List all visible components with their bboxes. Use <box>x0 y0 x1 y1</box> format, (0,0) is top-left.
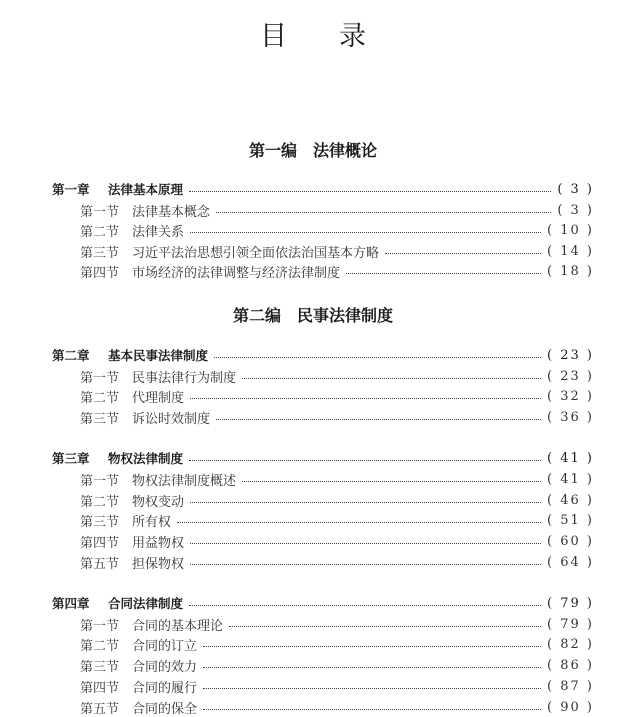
toc-chapter-entry[interactable] <box>52 448 594 468</box>
entry-number: 第三节 <box>80 514 120 530</box>
entry-title: 物权变动 <box>132 494 185 510</box>
toc-section-entry[interactable] <box>80 697 594 717</box>
dot-leader <box>190 564 541 565</box>
entry-number: 第五节 <box>80 701 120 717</box>
entry-number: 第一章 <box>52 182 90 197</box>
page-number: ( 23 ) <box>547 368 594 384</box>
entry-number: 第三节 <box>80 245 120 261</box>
dot-leader <box>216 419 541 420</box>
dot-leader <box>242 378 541 379</box>
page-number: ( 14 ) <box>547 243 594 259</box>
entry-title: 物权法律制度概述 <box>132 473 237 489</box>
dot-leader <box>229 626 541 627</box>
entry-title: 基本民事法律制度 <box>108 348 209 363</box>
entry-title: 合同的效力 <box>132 659 198 675</box>
entry-title: 合同的基本理论 <box>132 618 224 634</box>
entry-number: 第一节 <box>80 473 120 489</box>
toc-section-entry[interactable] <box>80 386 594 406</box>
toc-chapter-entry[interactable] <box>52 593 594 613</box>
toc-section-entry[interactable] <box>80 552 594 572</box>
entry-title: 习近平法治思想引领全面依法治国基本方略 <box>132 245 380 261</box>
entry-title: 法律基本原理 <box>108 182 184 197</box>
entry-title: 市场经济的法律调整与经济法律制度 <box>132 265 341 281</box>
entry-title: 法律关系 <box>132 224 185 240</box>
page-number: ( 51 ) <box>547 512 594 528</box>
page-number: ( 46 ) <box>547 492 594 508</box>
toc-section-entry[interactable] <box>80 676 594 696</box>
entry-title: 合同的履行 <box>132 680 198 696</box>
toc-section-entry[interactable] <box>80 469 594 489</box>
toc-section-entry[interactable] <box>80 366 594 386</box>
toc-chapter-entry[interactable] <box>52 179 594 199</box>
page-number: ( 60 ) <box>547 533 594 549</box>
page-number: ( 87 ) <box>547 678 594 694</box>
toc-section-entry[interactable] <box>80 407 594 427</box>
toc-section-entry[interactable] <box>80 261 594 281</box>
page-number: ( 79 ) <box>547 616 594 632</box>
page-number: ( 64 ) <box>547 554 594 570</box>
toc-chapter-entry[interactable] <box>52 345 594 365</box>
page-number: ( 86 ) <box>547 657 594 673</box>
entry-title: 民事法律行为制度 <box>132 370 237 386</box>
page-number: ( 32 ) <box>547 388 594 404</box>
dot-leader <box>214 357 541 358</box>
dot-leader <box>203 688 541 689</box>
toc-section-entry[interactable] <box>80 200 594 220</box>
part-heading: 第二编 民事法律制度 <box>232 306 393 325</box>
dot-leader <box>189 605 541 606</box>
dot-leader <box>190 398 541 399</box>
toc-section-entry[interactable] <box>80 510 594 530</box>
entry-title: 所有权 <box>132 514 172 530</box>
toc-section-entry[interactable] <box>80 655 594 675</box>
entry-number: 第三节 <box>80 659 120 675</box>
entry-title: 法律基本概念 <box>132 204 211 220</box>
entry-title: 合同的保全 <box>132 701 198 717</box>
dot-leader <box>346 273 541 274</box>
dot-leader <box>203 646 541 647</box>
entry-number: 第二节 <box>80 638 120 654</box>
dot-leader <box>385 253 541 254</box>
page-number: ( 10 ) <box>547 222 594 238</box>
toc-section-entry[interactable] <box>80 220 594 240</box>
entry-title: 诉讼时效制度 <box>132 411 211 427</box>
page-number: ( 41 ) <box>547 450 594 466</box>
entry-number: 第一节 <box>80 370 120 386</box>
page-number: ( 3 ) <box>557 181 594 197</box>
dot-leader <box>203 667 541 668</box>
entry-number: 第一节 <box>80 618 120 634</box>
dot-leader <box>189 460 541 461</box>
entry-number: 第二节 <box>80 224 120 240</box>
toc-section-entry[interactable] <box>80 531 594 551</box>
page-number: ( 3 ) <box>557 202 594 218</box>
entry-number: 第四节 <box>80 680 120 696</box>
toc-section-entry[interactable] <box>80 241 594 261</box>
page-number: ( 36 ) <box>547 409 594 425</box>
page-number: ( 82 ) <box>547 636 594 652</box>
entry-title: 用益物权 <box>132 535 185 551</box>
page-number: ( 79 ) <box>547 595 594 611</box>
dot-leader <box>190 232 541 233</box>
page-number: ( 23 ) <box>547 347 594 363</box>
dot-leader <box>189 191 551 192</box>
dot-leader <box>190 502 541 503</box>
entry-title: 合同的订立 <box>132 638 198 654</box>
entry-number: 第二节 <box>80 390 120 406</box>
page-number: ( 41 ) <box>547 471 594 487</box>
toc-section-entry[interactable] <box>80 634 594 654</box>
entry-number: 第一节 <box>80 204 120 220</box>
entry-title: 物权法律制度 <box>108 451 184 466</box>
dot-leader <box>177 522 541 523</box>
entry-number: 第三章 <box>52 451 90 466</box>
entry-number: 第二章 <box>52 348 90 363</box>
title-char-2: 录 <box>339 21 366 52</box>
entry-number: 第四节 <box>80 535 120 551</box>
entry-number: 第四节 <box>80 265 120 281</box>
dot-leader <box>203 709 541 710</box>
entry-number: 第三节 <box>80 411 120 427</box>
toc-section-entry[interactable] <box>80 490 594 510</box>
dot-leader <box>190 543 541 544</box>
toc-section-entry[interactable] <box>80 614 594 634</box>
entry-title: 合同法律制度 <box>108 596 184 611</box>
page-number: ( 90 ) <box>547 699 594 715</box>
dot-leader <box>242 481 541 482</box>
title-char-1: 目 <box>260 21 287 52</box>
entry-title: 代理制度 <box>132 390 185 406</box>
dot-leader <box>216 212 551 213</box>
entry-number: 第四章 <box>52 596 90 611</box>
page-title <box>0 14 626 53</box>
part-heading: 第一编 法律概论 <box>248 141 377 160</box>
page-number: ( 18 ) <box>547 263 594 279</box>
entry-title: 担保物权 <box>132 556 185 572</box>
entry-number: 第二节 <box>80 494 120 510</box>
entry-number: 第五节 <box>80 556 120 572</box>
